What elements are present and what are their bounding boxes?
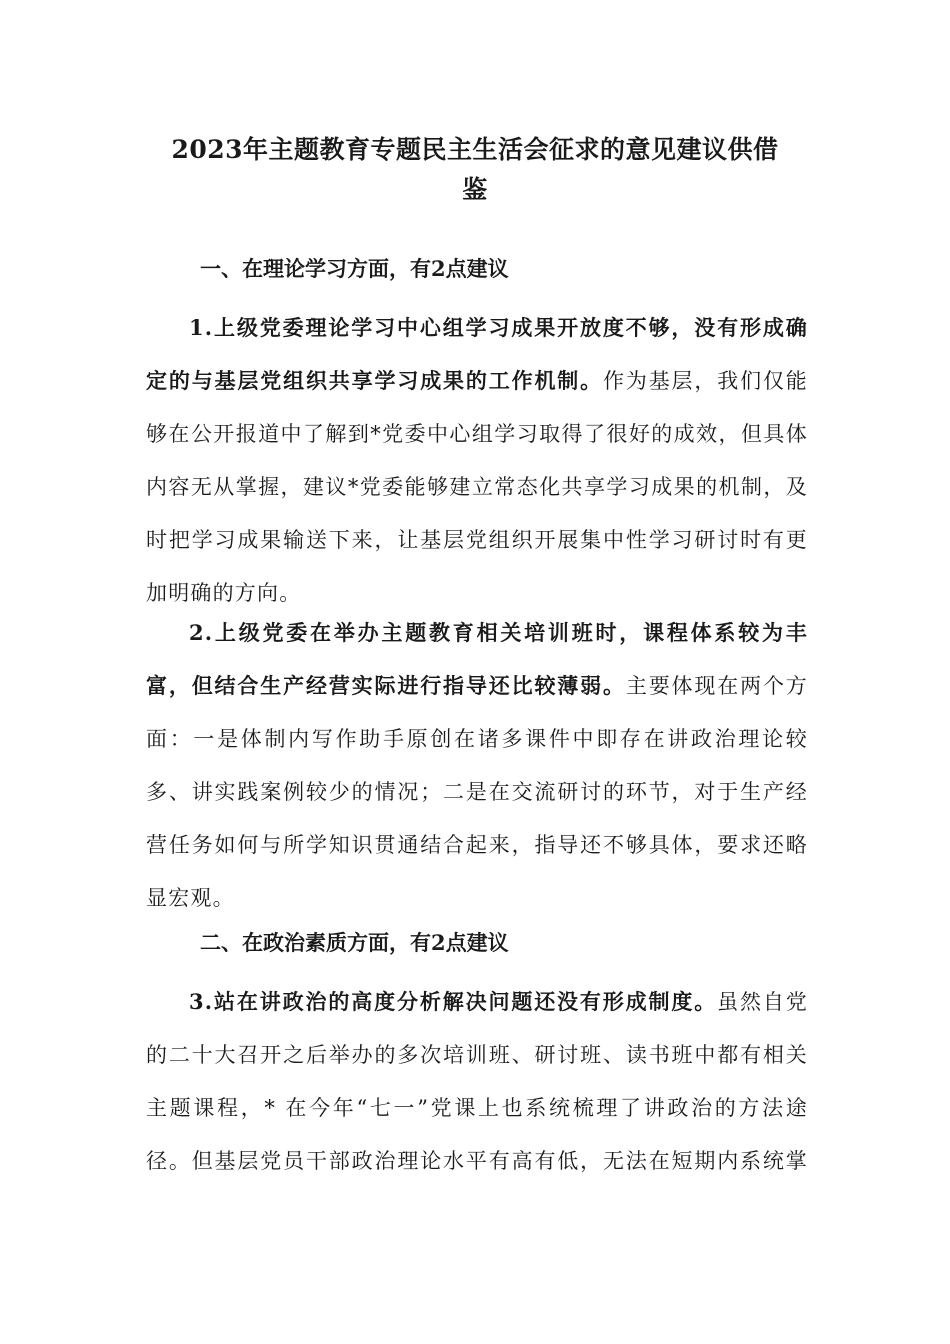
section-heading-2: 二、在政治素质方面，有2点建议 <box>200 930 509 955</box>
paragraph-line: 2.上级党委在举办主题教育相关培训班时，课程体系较为丰 <box>189 620 808 645</box>
title-line-2: 鉴 <box>462 175 488 204</box>
document-title <box>146 130 804 210</box>
paragraph-line: 时把学习成果输送下来，让基层党组织开展集中性学习研讨时有更 <box>146 528 808 552</box>
paragraph-line: 3.站在讲政治的高度分析解决问题还没有形成制度。虽然自党 <box>189 989 808 1014</box>
paragraph-line: 显宏观。 <box>146 886 235 910</box>
paragraph-line: 多、讲实践案例较少的情况；二是在交流研讨的环节，对于生产经 <box>146 780 808 804</box>
paragraph-line: 加明确的方向。 <box>146 581 302 605</box>
paragraph-line: 1.上级党委理论学习中心组学习成果开放度不够，没有形成确 <box>189 315 808 340</box>
paragraph-line: 的二十大召开之后举办的多次培训班、研讨班、读书班中都有相关 <box>146 1043 808 1067</box>
paragraph-line: 主题课程，* 在今年“七一”党课上也系统梳理了讲政治的方法途 <box>146 1096 808 1120</box>
paragraph-item-1 <box>146 301 808 619</box>
paragraph-item-2 <box>146 606 808 924</box>
section-heading-1: 一、在理论学习方面，有2点建议 <box>200 256 509 281</box>
paragraph-line: 够在公开报道中了解到*党委中心组学习取得了很好的成效，但具体 <box>146 422 808 446</box>
paragraph-line: 富，但结合生产经营实际进行指导还比较薄弱。主要体现在两个方 <box>146 673 808 698</box>
paragraph-line: 面：一是体制内写作助手原创在诸多课件中即存在讲政治理论较 <box>146 727 808 751</box>
title-line-1: 2023年主题教育专题民主生活会征求的意见建议供借 <box>171 135 779 164</box>
paragraph-item-3 <box>146 975 808 1187</box>
paragraph-line: 内容无从掌握，建议*党委能够建立常态化共享学习成果的机制，及 <box>146 475 808 499</box>
paragraph-line: 营任务如何与所学知识贯通结合起来，指导还不够具体，要求还略 <box>146 833 808 857</box>
paragraph-line: 定的与基层党组织共享学习成果的工作机制。作为基层，我们仅能 <box>146 368 808 393</box>
paragraph-line: 径。但基层党员干部政治理论水平有高有低，无法在短期内系统掌 <box>146 1149 808 1173</box>
